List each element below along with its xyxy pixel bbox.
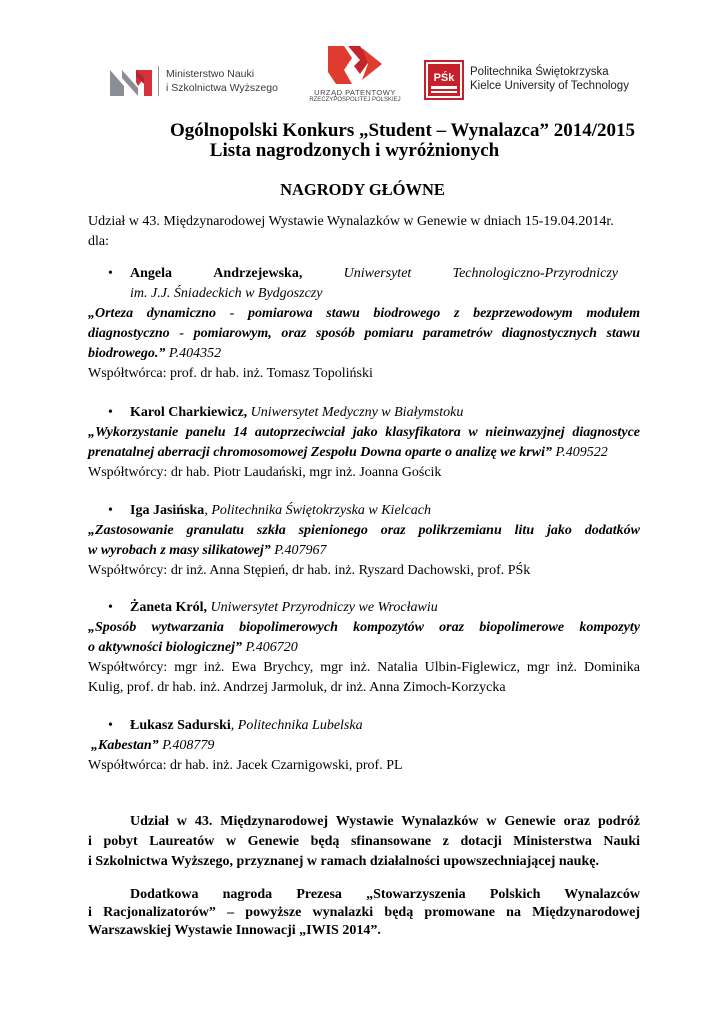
entry-4-coworkers-line2: Kulig, prof. dr hab. inż. Andrzej Jarmoluk, dr inż. Anna Zimoch-Korzycka (88, 680, 506, 695)
entry-2-title-line1: „Wykorzystanie panelu 14 autoprzeciwciał jako klasyfikatora w nieinwazyjnej diagnostyce (88, 425, 640, 440)
entry-4-header (108, 598, 640, 618)
entry-5-title-line1: „Kabestan” (91, 738, 159, 753)
entry-1-invention-title (88, 304, 640, 364)
entry-3-title-line1: „Zastosowanie granulatu szkła spienionego oraz polikrzemianu litu jako dodatków (88, 523, 640, 538)
entry-2-patent-number: P.409522 (555, 445, 608, 460)
entry-1-affiliation-word1: Uniwersytet (343, 266, 412, 281)
entry-4-name: Żaneta Król, (130, 600, 207, 615)
additional-award-line2: i Racjonalizatorów” – powyższe wynalazki będą promowane na Międzynarodowej (88, 905, 640, 920)
bullet-icon: • (108, 266, 113, 281)
funding-note-line2: i pobyt Laureatów w Genewie będą sfinansowane z dotacji Ministerstwa Nauki (88, 834, 640, 849)
entry-5-patent-number: P.408779 (162, 738, 215, 753)
entry-1-title-line1: „Orteza dynamiczno - pomiarowa stawu biodrowego z bezprzewodowym modułem (88, 306, 640, 321)
entry-4-patent-number: P.406720 (245, 640, 298, 655)
ministry-name (166, 67, 278, 95)
ministry-name-line2: i Szkolnictwa Wyższego (166, 82, 278, 94)
entry-4-coworkers-line1: Współtwórcy: mgr inż. Ewa Brychcy, mgr inż. Natalia Ulbin-Figlewicz, mgr inż. Dominika (88, 660, 640, 675)
entry-1-title-line2: diagnostyczno - pomiarowym, oraz sposób pomiaru parametrów diagnostycznych stawu (88, 326, 640, 341)
entry-3-patent-number: P.407967 (274, 543, 327, 558)
entry-3-invention-title (88, 521, 640, 561)
header-logos (0, 42, 725, 112)
bullet-icon: • (108, 405, 113, 420)
entry-3-title-line2: w wyrobach z masy silikatowej” (88, 543, 271, 558)
entry-1-name-first: Angela (130, 266, 172, 281)
entry-4-invention-title (88, 618, 640, 658)
ministry-mark-icon (108, 64, 154, 98)
entry-4-coworkers (88, 658, 640, 698)
patent-office-mark-icon (326, 44, 384, 86)
ministry-name-line1: Ministerstwo Nauki (166, 68, 255, 80)
document-subtitle: Lista nagrodzonych i wyróżnionych (209, 140, 500, 161)
university-mark-icon (424, 60, 464, 100)
entry-1-affiliation-word2: Technologiczno-Przyrodniczy (452, 266, 618, 281)
entry-1-title-line3: biodrowego.” (88, 346, 166, 361)
entry-2-invention-title (88, 423, 640, 463)
intro-paragraph (88, 212, 640, 252)
funding-note-line3: i Szkolnictwa Wyższego, przyznanej w ramach działalności upowszechniającej naukę. (88, 854, 599, 869)
patent-office-subname: RZECZYPOSPOLITEJ POLSKIEJ (309, 97, 401, 103)
funding-note (88, 812, 640, 872)
intro-line2: dla: (88, 234, 109, 249)
entry-5-invention-title (91, 736, 643, 756)
document-title: Ogólnopolski Konkurs „Student – Wynalazca” 2014/2015 (169, 120, 636, 141)
entry-2-header (108, 403, 640, 423)
entry-5-coworkers: Współtwórca: dr hab. inż. Jacek Czarnigowski, prof. PL (88, 758, 403, 773)
entry-3-name: Iga Jasińska (130, 503, 205, 518)
entry-2-title-line2: prenatalnej aberracji chromosomowej Zespołu Downa oparte o analizę we krwi” (88, 445, 552, 460)
entry-1-header (108, 264, 640, 304)
entry-1-name-line (108, 264, 618, 284)
entry-1-patent-number: P.404352 (168, 346, 222, 361)
additional-award-line1: Dodatkowa nagroda Prezesa „Stowarzyszenia Polskich Wynalazców (130, 887, 640, 902)
entry-2-name: Karol Charkiewicz, (130, 405, 248, 420)
intro-line1: Udział w 43. Międzynarodowej Wystawie Wynalazków w Genewie w dniach 15-19.04.2014r. (88, 214, 614, 229)
bullet-icon: • (108, 718, 113, 733)
entry-1-affiliation-line2: im. J.J. Śniadeckich w Bydgoszczy (130, 286, 323, 301)
university-name (470, 65, 629, 93)
additional-award-line3: Warszawskiej Wystawie Innowacji „IWIS 2014”. (88, 923, 381, 938)
patent-office-name: URZĄD PATENTOWY (314, 88, 396, 97)
university-name-en: Kielce University of Technology (470, 80, 629, 92)
entry-4-title-line1: „Sposób wytwarzania biopolimerowych kompozytów oraz biopolimerowe kompozyty (88, 620, 640, 635)
bullet-icon: • (108, 600, 113, 615)
entry-2-coworkers: Współtwórcy: dr hab. Piotr Laudański, mgr inż. Joanna Gościk (88, 465, 442, 480)
bullet-icon: • (108, 503, 113, 518)
university-name-pl: Politechnika Świętokrzyska (470, 66, 609, 78)
funding-note-line1: Udział w 43. Międzynarodowej Wystawie Wynalazków w Genewie oraz podróż (130, 814, 640, 829)
entry-1-coworkers: Współtwórca: prof. dr hab. inż. Tomasz Topoliński (88, 366, 373, 381)
entry-5-header (108, 716, 640, 736)
entry-3-header (108, 501, 640, 521)
entry-5-name: Łukasz Sadurski (130, 718, 231, 733)
entry-3-affiliation: , Politechnika Świętokrzyska w Kielcach (204, 503, 431, 518)
ministry-logo (108, 64, 298, 100)
additional-award (88, 886, 640, 940)
entry-4-affiliation: Uniwersytet Przyrodniczy we Wrocławiu (210, 600, 438, 615)
entry-4-title-line2: o aktywności biologicznej” (88, 640, 242, 655)
university-mark-text: PŚk (433, 72, 455, 84)
university-logo (424, 60, 644, 100)
entry-3-coworkers: Współtwórcy: dr inż. Anna Stępień, dr hab. inż. Ryszard Dachowski, prof. PŚk (88, 563, 531, 578)
entry-5-affiliation: , Politechnika Lubelska (230, 718, 363, 733)
entry-2-affiliation: Uniwersytet Medyczny w Białymstoku (250, 405, 464, 420)
logo-separator (158, 66, 159, 96)
section-heading: NAGRODY GŁÓWNE (280, 180, 445, 199)
entry-1-name-last: Andrzejewska, (213, 266, 303, 281)
patent-office-logo (300, 44, 410, 110)
